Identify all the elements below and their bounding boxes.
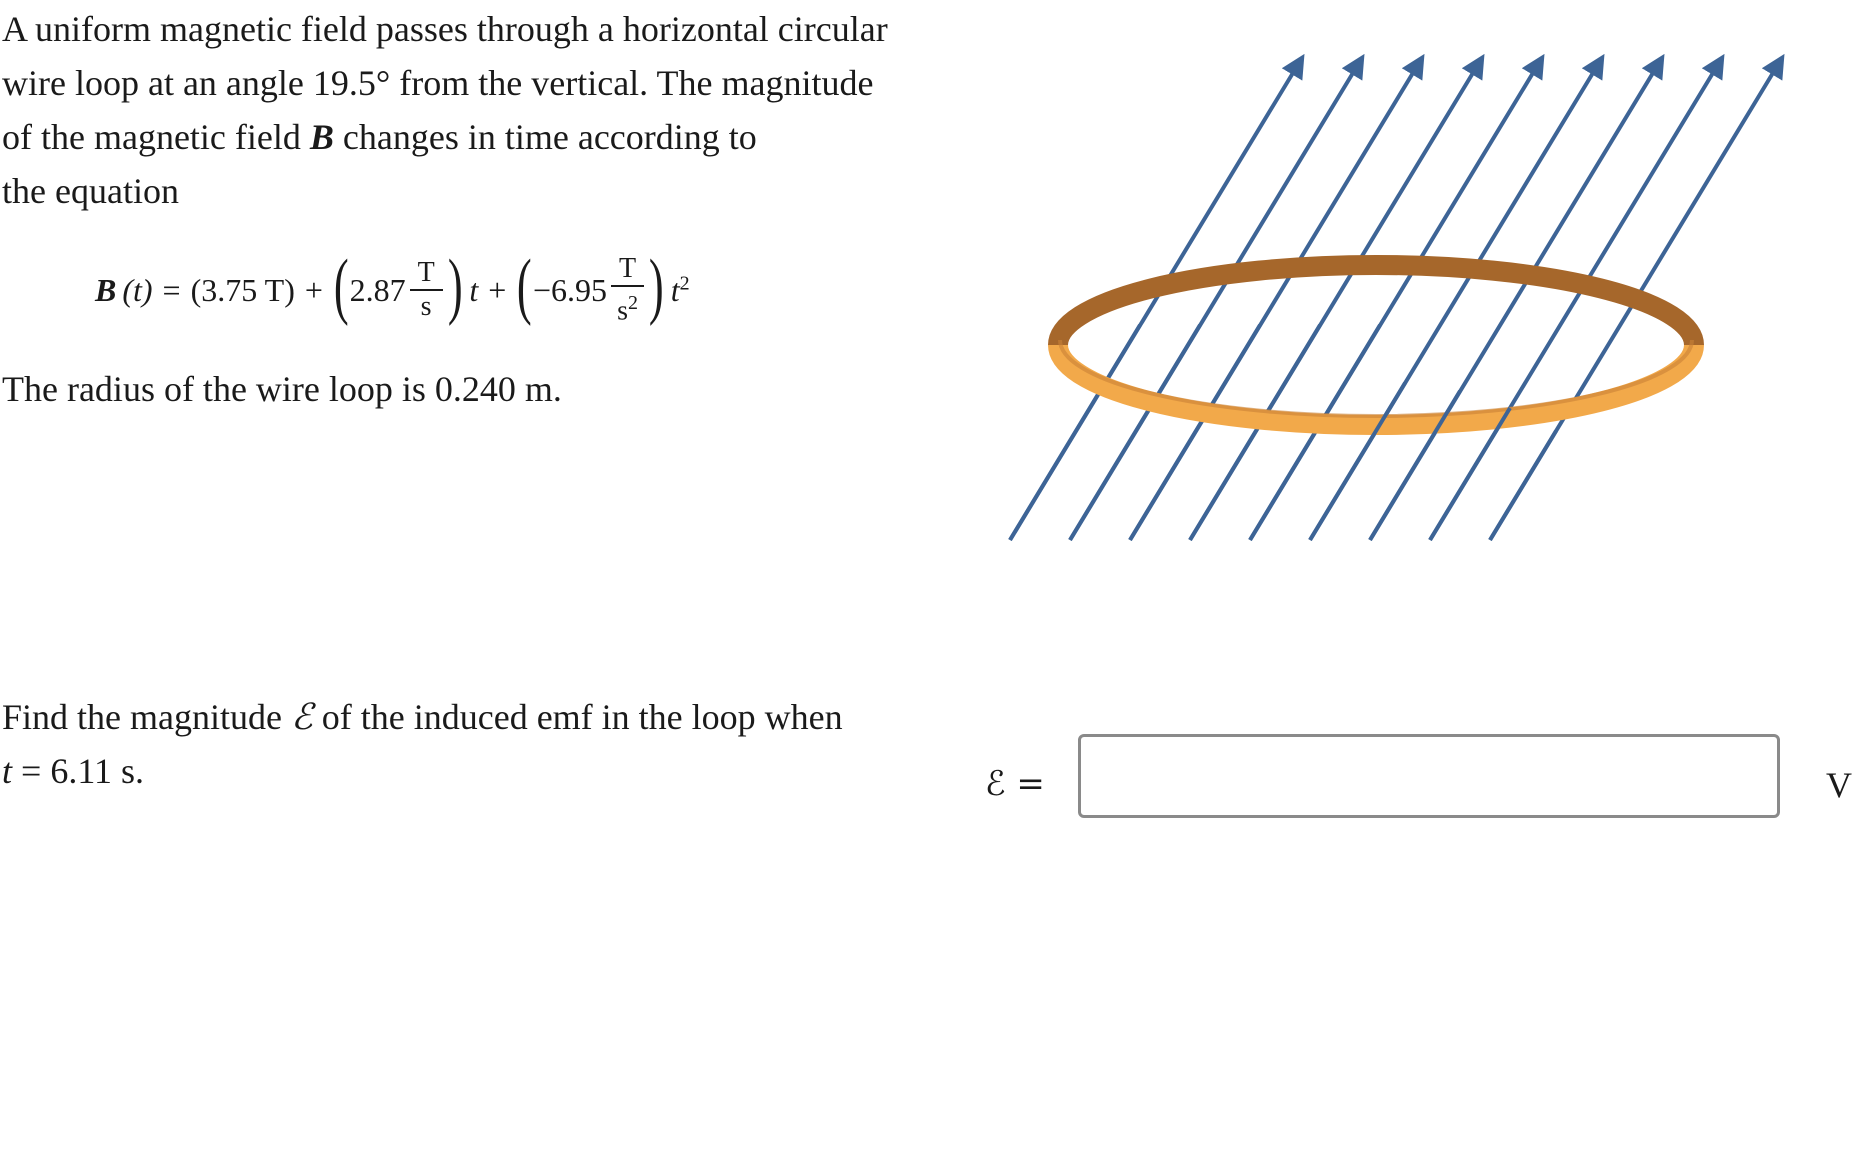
time-variable: t — [2, 751, 13, 791]
eq-var-2: t — [469, 271, 479, 308]
eq-frac3-den — [617, 287, 638, 326]
problem-line-1: A uniform magnetic field passes through a horizontal circular — [2, 9, 888, 49]
question-line-1-pre: Find the magnitude — [2, 697, 291, 737]
loop-field-diagram — [990, 40, 1840, 560]
eq-equals: = — [162, 271, 181, 308]
eq-frac3-den-base: s — [617, 295, 628, 327]
problem-line-3-post: changes in time according to — [333, 117, 757, 157]
problem-line-3-pre: of the magnetic field — [2, 117, 310, 157]
field-line-9-over — [1490, 431, 1556, 540]
question-line-2 — [2, 744, 902, 798]
eq-frac3-num: T — [611, 254, 644, 287]
eq-paren-close-2: ) — [649, 245, 664, 327]
eq-frac2-den: s — [420, 291, 432, 322]
magnetic-field-symbol: B — [309, 117, 334, 157]
question-line-2-rest: = 6.11 s. — [12, 751, 144, 791]
eq-coef-3: −6.95 — [532, 271, 607, 308]
eq-fraction-2 — [410, 258, 443, 322]
field-line-6-over — [1310, 383, 1405, 540]
problem-line-4: the equation — [2, 171, 179, 211]
radius-statement: The radius of the wire loop is 0.240 m. — [2, 369, 562, 409]
eq-fraction-3 — [611, 254, 644, 326]
emf-answer-input[interactable] — [1078, 734, 1780, 818]
eq-frac2-num: T — [410, 258, 443, 291]
eq-lhs-symbol: B — [95, 271, 117, 308]
problem-line-3 — [2, 110, 902, 164]
eq-plus-1: + — [304, 271, 323, 308]
emf-answer-label: ℰ = — [985, 764, 1045, 804]
field-line-2-front — [1070, 325, 1200, 540]
field-line-7-over — [1370, 391, 1460, 540]
eq-lhs-arg — [122, 272, 152, 309]
field-line-3-front — [1130, 325, 1260, 540]
question-line-1 — [2, 690, 902, 744]
eq-paren-open-2: ( — [517, 245, 533, 327]
field-equation — [95, 240, 690, 340]
eq-frac3-den-exp: 2 — [627, 291, 638, 314]
eq-plus-2: + — [488, 271, 507, 308]
answer-unit: V — [1826, 765, 1852, 805]
problem-statement — [2, 2, 902, 218]
eq-paren-close-1: ) — [447, 245, 463, 327]
eq-lhs-arg-text: (t) — [122, 271, 153, 308]
question-prompt — [2, 690, 902, 798]
problem-line-2: wire loop at an angle 19.5° from the vertical. The magnitude — [2, 63, 874, 103]
eq-coef-2: 2.87 — [349, 271, 406, 308]
field-line-1-front — [1010, 325, 1140, 540]
question-line-1-post: of the induced emf in the loop when — [312, 697, 843, 737]
eq-paren-open-1: ( — [333, 245, 349, 327]
eq-var-3 — [671, 272, 690, 309]
eq-term1: (3.75 T) — [190, 271, 295, 308]
emf-symbol: ℰ — [290, 697, 313, 737]
eq-var3-exp: 2 — [679, 271, 690, 294]
eq-var3-base: t — [670, 271, 680, 308]
